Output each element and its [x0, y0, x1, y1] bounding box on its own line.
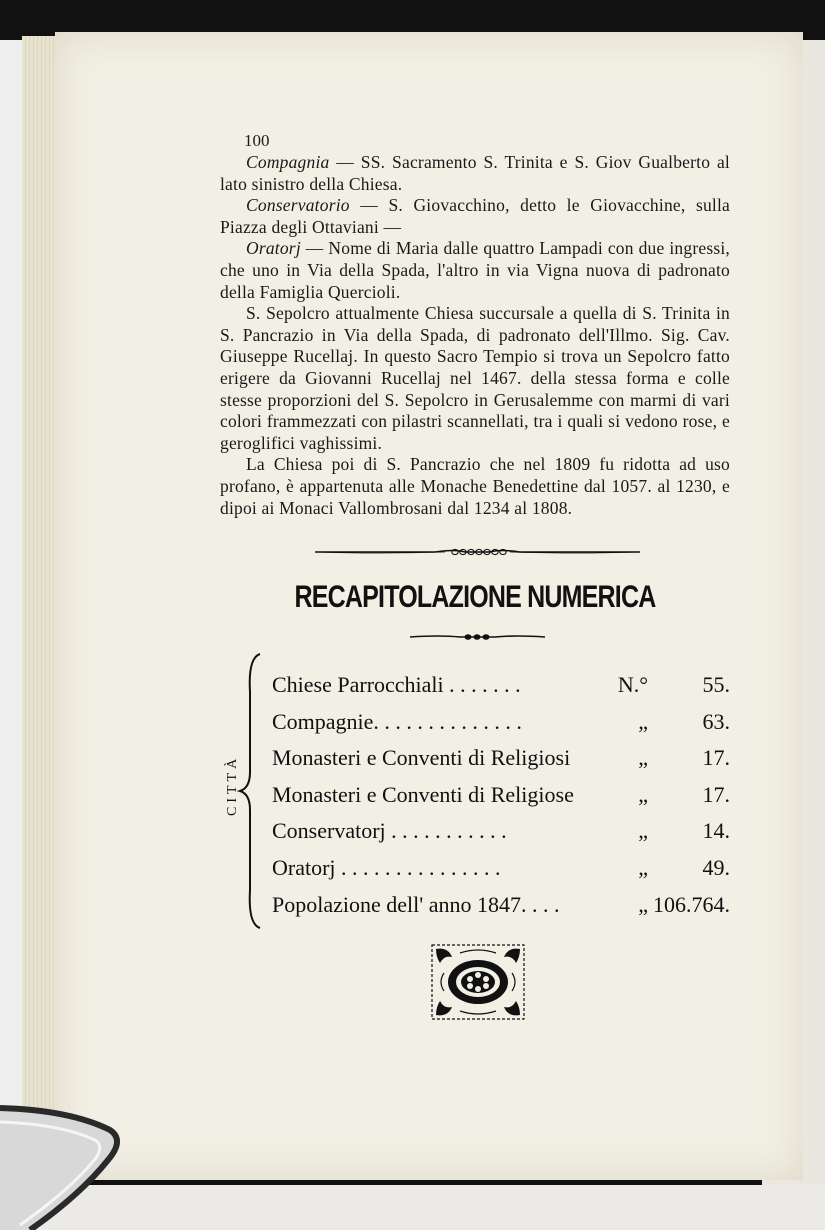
row-unit: „ [638, 745, 648, 771]
row-value: 106.764. [653, 891, 730, 917]
row-unit: „ [638, 854, 648, 880]
text-pancrazio: La Chiesa poi di S. Pancrazio che nel 1809 fu ridotta ad uso profano, è appartenuta alle Monache Benedettine dal 1057. al 1230, e dipoi ai Monaci Vallombrosani dal 1234 al 1808. [220, 454, 730, 518]
decorative-rule-small [410, 633, 545, 641]
summary-row [272, 780, 730, 817]
text-sepolcro: S. Sepolcro attualmente Chiesa succursale a quella di S. Trinita in S. Pancrazio in Via della Spada, di padronato dell'Illmo. Sig. Cav. Giuseppe Rucellaj. In questo Sacro Tempio si trova un Sepolcro fatto erigere da Giovanni Rucellaj nel 1467. della stessa forma e colle stesse proporzioni del S. Sepolcro in Gerusalemme con marmi di vari colori frammezzati con pilastri scannellati, tra i quali si vedono rose, e geroglifici vaghissimi. [220, 303, 730, 453]
paragraph-pancrazio [220, 454, 730, 519]
side-label-citta: CITTÀ [225, 754, 240, 816]
row-unit: „ [638, 818, 648, 844]
decorative-rule-top [315, 548, 640, 556]
row-label: Conservatorj . . . . . . . . . . . [272, 818, 507, 844]
summary-row [272, 890, 730, 927]
row-value: 17. [702, 745, 730, 771]
summary-row [272, 816, 730, 853]
ornament-vignette-icon [430, 943, 526, 1021]
row-label: Monasteri e Conventi di Religiose [272, 781, 574, 807]
body-text [220, 152, 730, 519]
row-unit: N.° [617, 672, 648, 697]
row-unit: „ [638, 781, 648, 807]
paragraph-sepolcro [220, 303, 730, 454]
section-heading: RECAPITOLAZIONE NUMERICA [294, 579, 656, 615]
row-value: 63. [702, 708, 730, 734]
row-label: Compagnie. . . . . . . . . . . . . . [272, 708, 522, 734]
row-label: Popolazione dell' anno 1847. . . . [272, 891, 560, 917]
row-label: Chiese Parrocchiali . . . . . . . [272, 672, 521, 697]
lead-compagnia: Compagnia [246, 152, 330, 172]
text-conservatorio: — S. Giovacchino, detto le Giovacchine, sulla Piazza degli Ottaviani — [220, 195, 730, 237]
page-number: 100 [244, 131, 270, 150]
row-label: Oratorj . . . . . . . . . . . . . . . [272, 854, 501, 880]
paragraph-compagnia [220, 152, 730, 195]
text-oratorj: — Nome di Maria dalle quattro Lampadi con due ingressi, che uno in Via della Spada, l'altro in via Vigna nuova di padronato della Famiglia Quercioli. [220, 238, 730, 302]
text-compagnia: — SS. Sacramento S. Trinita e S. Giov Gualberto al lato sinistro della Chiesa. [220, 152, 730, 194]
summary-row [272, 670, 730, 707]
row-value: 14. [702, 818, 730, 844]
row-value: 55. [702, 672, 730, 697]
paragraph-conservatorio [220, 195, 730, 238]
row-value: 49. [702, 854, 730, 880]
lead-conservatorio: Conservatorio [246, 195, 350, 216]
lead-oratorj: Oratorj [246, 238, 301, 259]
summary-row [272, 707, 730, 744]
summary-row [272, 853, 730, 890]
paragraph-oratorj [220, 238, 730, 303]
row-label: Monasteri e Conventi di Religiosi [272, 745, 571, 771]
summary-row [272, 743, 730, 780]
row-value: 17. [702, 781, 730, 807]
eyeglasses-icon [0, 1100, 130, 1230]
summary-table [272, 670, 730, 926]
row-unit: „ [638, 891, 648, 917]
row-unit: „ [638, 708, 648, 734]
